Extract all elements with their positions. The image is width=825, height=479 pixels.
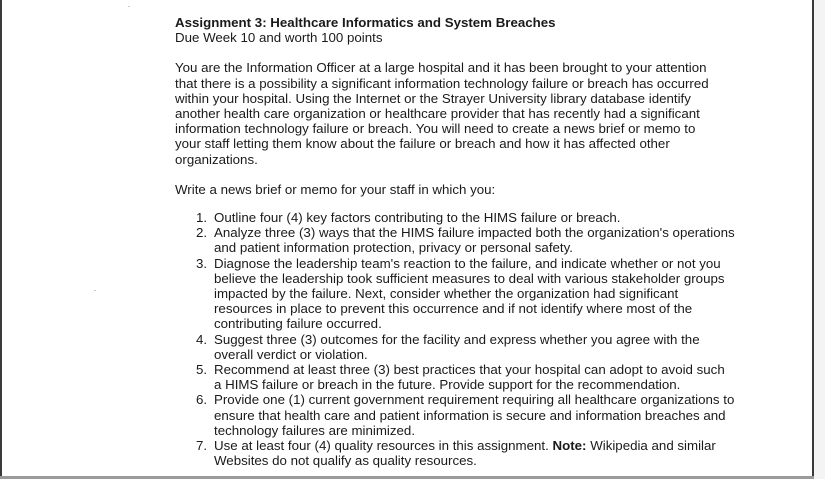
note-label: Note: [552, 438, 587, 454]
task-text-after: Wikipedia and similar Websites do not qualify as quality resources. [214, 438, 716, 469]
due-line: Due Week 10 and worth 100 points [175, 30, 383, 46]
task-text: Recommend at least three (3) best practices that your hospital can adopt to avoid such a HIMS failure or breach in the future. Provide support for the recommendation. [214, 362, 725, 393]
task-item [175, 438, 735, 468]
task-number: 7. [196, 438, 208, 454]
task-item [175, 225, 735, 255]
intro-paragraph: You are the Information Officer at a large hospital and it has been brought to your attention that there is a possibility a significant information technology failure or breach has occurred within your hospital. Using the Internet or the Strayer University library database identify another health care organization or healthcare provider that has recently had a significant information technology failure or breach. You will need to create a news brief or memo to your staff letting them know about the failure or breach and how it has affected other organizations. [175, 60, 709, 167]
task-number: 3. [196, 255, 208, 271]
assignment-title: Assignment 3: Healthcare Informatics and System Breaches [175, 15, 556, 30]
task-text: Outline four (4) key factors contributing to the HIMS failure or breach. [214, 210, 621, 226]
task-number: 5. [196, 362, 208, 378]
viewer-background [814, 0, 825, 479]
task-text-before: Use at least four (4) quality resources in this assignment. [214, 438, 549, 454]
task-item [175, 210, 735, 225]
task-text: Suggest three (3) outcomes for the facility and express whether you agree with the overall verdict or violation. [214, 331, 700, 362]
assignment-document [175, 15, 735, 468]
scan-speck [128, 6, 130, 7]
page-left-border [0, 0, 2, 479]
task-list [175, 210, 735, 468]
task-item [175, 392, 735, 438]
task-item [175, 362, 735, 392]
scan-speck [94, 290, 96, 291]
instructions-lead: Write a news brief or memo for your staff in which you: [175, 181, 496, 197]
task-text: Analyze three (3) ways that the HIMS failure impacted both the organization's operations and patient information protection, privacy or personal safety. [214, 225, 735, 256]
task-number: 6. [196, 392, 208, 408]
task-number: 4. [196, 331, 208, 347]
task-text: Provide one (1) current government requirement requiring all healthcare organizations to ensure that health care and patient information is secure and information breaches and technology failures are minimized. [214, 392, 735, 438]
task-item [175, 256, 735, 332]
task-text: Diagnose the leadership team's reaction to the failure, and indicate whether or not you believe the leadership took sufficient measures to deal with various stakeholder groups impacted by the failure. Next, consider whether the organization had significant resources in place to prevent this occurrence and if not identify where most of the contributing failure occurred. [214, 255, 725, 332]
task-number: 2. [196, 225, 208, 241]
task-text [214, 438, 735, 468]
task-number: 1. [196, 210, 208, 226]
task-item [175, 332, 735, 362]
